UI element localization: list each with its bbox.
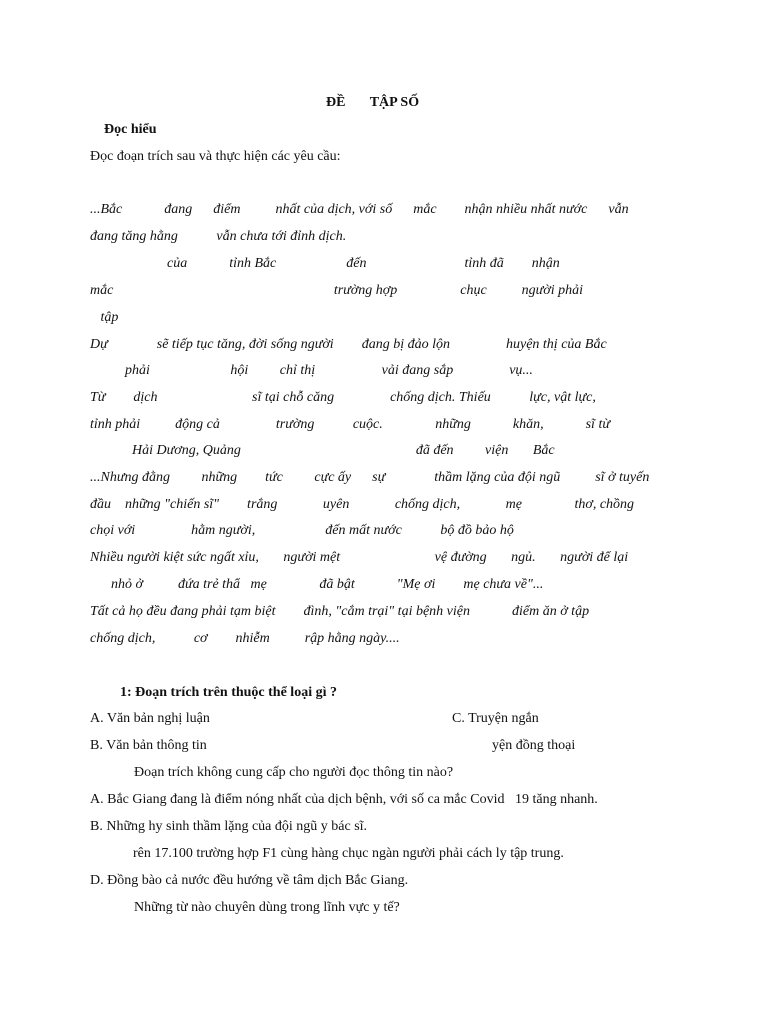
passage-line: chọi với hằm người, đến mất nước bộ đồ bảo hộ <box>90 523 514 538</box>
passage-line: đang tăng hằng vẫn chưa tới đỉnh dịch. <box>90 229 347 244</box>
passage-line: Tất cả họ đều đang phải tạm biệt đình, "cắm trại" tại bệnh viện điểm ăn ở tập <box>90 604 590 619</box>
instruction-text: Đọc đoạn trích sau và thực hiện các yêu cầu: <box>90 149 341 164</box>
passage-line: Dự sẽ tiếp tục tăng, đời sống người đang bị đảo lộn huyện thị của Bắc <box>90 337 607 352</box>
question-prompt: 1: Đoạn trích trên thuộc thể loại gì ? <box>120 685 337 700</box>
answer-option: yện đồng thoại <box>492 738 576 753</box>
passage-line: đầu những "chiến sĩ" trắng uyên chống dịch, mẹ thơ, chồng <box>90 497 635 512</box>
question-prompt: Những từ nào chuyên dùng trong lĩnh vực y tế? <box>134 900 400 915</box>
passage-line: Nhiều người kiệt sức ngất xỉu, người mệt vệ đường ngủ. người để lại <box>90 550 629 565</box>
passage-line: nhỏ ở đứa trẻ thẩ mẹ đã bật "Mẹ ơi mẹ chưa về"... <box>90 577 544 592</box>
passage-line: Hải Dương, Quảng đã đến viện Bắc <box>90 443 555 458</box>
passage-line: tỉnh phải động cả trường cuộc. những khăn, sĩ từ <box>90 417 610 432</box>
passage-line: Từ dịch sĩ tại chỗ căng chống dịch. Thiếu lực, vật lực, <box>90 390 596 405</box>
answer-option: B. Những hy sinh thầm lặng của đội ngũ y bác sĩ. <box>90 819 368 834</box>
passage-line: ...Bắc đang điểm nhất của dịch, với số mắc nhận nhiều nhất nước vẫn <box>90 202 629 217</box>
passage-line: của tỉnh Bắc đến tỉnh đã nhận <box>90 256 560 271</box>
answer-option: rên 17.100 trường hợp F1 cùng hàng chục ngàn người phải cách ly tập trung. <box>133 846 564 861</box>
answer-option: A. Văn bản nghị luận <box>90 711 210 726</box>
answer-option: D. Đồng bào cả nước đều hướng về tâm dịch Bắc Giang. <box>90 873 409 888</box>
answer-option: C. Truyện ngắn <box>452 711 539 726</box>
passage-line: ...Nhưng đằng những tức cực ấy sự thầm lặng của đội ngũ sĩ ở tuyến <box>90 470 650 485</box>
passage-line: chống dịch, cơ nhiễm rập hằng ngày.... <box>90 631 400 646</box>
passage-line: mắc trường hợp chục người phải <box>90 283 584 298</box>
document-title: ĐỀ TẬP SỐ <box>326 95 420 110</box>
section-heading: Đọc hiểu <box>104 122 157 137</box>
question-prompt: Đoạn trích không cung cấp cho người đọc thông tin nào? <box>134 765 454 780</box>
answer-option: A. Bắc Giang đang là điểm nóng nhất của dịch bệnh, với số ca mắc Covid 19 tăng nhanh. <box>90 792 598 807</box>
passage-line: phải hội chỉ thị vải đang sắp vụ... <box>90 363 533 378</box>
answer-option: B. Văn bản thông tin <box>90 738 207 753</box>
passage-line: tập <box>90 310 119 325</box>
